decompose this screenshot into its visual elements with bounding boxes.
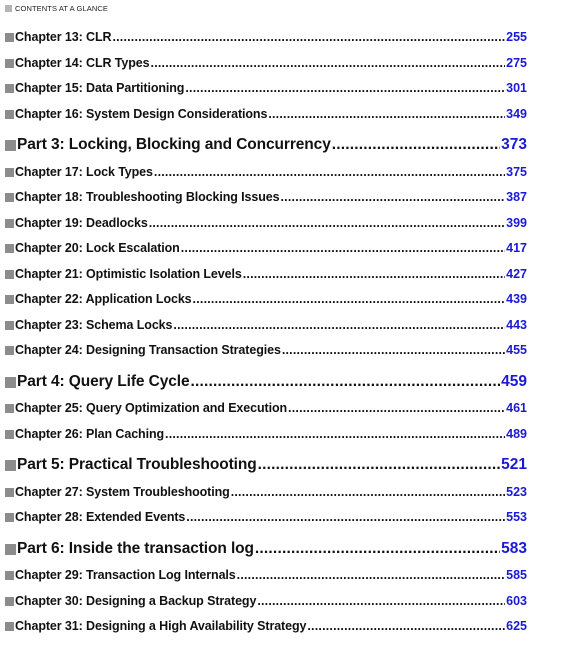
dot-leader xyxy=(193,290,506,308)
toc-entry-title: Chapter 30: Designing a Backup Strategy xyxy=(15,594,257,608)
dot-leader xyxy=(149,214,505,232)
toc-entry-title: Chapter 26: Plan Caching xyxy=(15,427,165,441)
toc-entry-chapter-22[interactable] xyxy=(5,290,527,308)
toc-entry-chapter-23[interactable] xyxy=(5,316,527,334)
toc-entry-title: Chapter 22: Application Locks xyxy=(15,292,192,306)
dot-leader xyxy=(258,454,501,476)
toc-entry-page-link[interactable]: 275 xyxy=(506,56,527,70)
toc-entry-page-link[interactable]: 603 xyxy=(506,594,527,608)
dot-leader xyxy=(190,371,500,393)
toc-entry-chapter-14[interactable] xyxy=(5,54,527,72)
toc-entry-chapter-13[interactable] xyxy=(5,28,527,46)
toc-entry-page-link[interactable]: 489 xyxy=(506,427,527,441)
dot-leader xyxy=(288,399,505,417)
square-bullet-icon xyxy=(5,597,14,606)
toc-entry-title: Chapter 29: Transaction Log Internals xyxy=(15,568,236,582)
dot-leader xyxy=(165,425,505,443)
square-bullet-icon xyxy=(5,219,14,228)
dot-leader xyxy=(281,188,506,206)
square-bullet-icon xyxy=(5,571,14,580)
square-bullet-icon xyxy=(5,140,16,151)
toc-entry-chapter-29[interactable] xyxy=(5,566,527,584)
dot-leader xyxy=(332,134,500,156)
dot-leader xyxy=(181,239,505,257)
square-bullet-icon xyxy=(5,460,16,471)
square-bullet-icon xyxy=(5,430,14,439)
toc-entry-title: Chapter 25: Query Optimization and Execution xyxy=(15,401,288,415)
dot-leader xyxy=(268,105,505,123)
toc-entry-chapter-20[interactable] xyxy=(5,239,527,257)
toc-entry-chapter-24[interactable] xyxy=(5,341,527,359)
running-header-label: CONTENTS AT A GLANCE xyxy=(15,3,108,13)
dot-leader xyxy=(186,508,505,526)
toc-entry-page-link[interactable]: 301 xyxy=(506,81,527,95)
square-bullet-icon xyxy=(5,193,14,202)
toc-entry-page-link[interactable]: 461 xyxy=(506,401,527,415)
square-bullet-icon xyxy=(5,544,16,555)
toc-entry-chapter-17[interactable] xyxy=(5,163,527,181)
toc-entry-chapter-16[interactable] xyxy=(5,105,527,123)
dot-leader xyxy=(255,538,500,560)
dot-leader xyxy=(282,341,505,359)
toc-entry-page-link[interactable]: 399 xyxy=(506,216,527,230)
square-bullet-icon xyxy=(5,488,14,497)
toc-entry-title: Part 5: Practical Troubleshooting xyxy=(17,456,257,473)
toc-entry-title: Chapter 23: Schema Locks xyxy=(15,318,173,332)
toc-entry-title: Chapter 14: CLR Types xyxy=(15,56,150,70)
toc-entry-title: Part 6: Inside the transaction log xyxy=(17,540,254,557)
dot-leader xyxy=(151,54,506,72)
toc-entry-page-link[interactable]: 373 xyxy=(501,136,527,153)
toc-entry-page-link[interactable]: 523 xyxy=(506,485,527,499)
toc-entry-chapter-31[interactable] xyxy=(5,617,527,635)
toc-entry-title: Part 4: Query Life Cycle xyxy=(17,373,190,390)
dot-leader xyxy=(231,483,505,501)
toc-entry-page-link[interactable]: 443 xyxy=(506,318,527,332)
square-bullet-icon xyxy=(5,404,14,413)
square-bullet-icon xyxy=(5,270,14,279)
toc-entry-title: Chapter 28: Extended Events xyxy=(15,510,186,524)
toc-entry-page-link[interactable]: 439 xyxy=(506,292,527,306)
toc-entry-chapter-30[interactable] xyxy=(5,592,527,610)
toc-entry-page-link[interactable]: 521 xyxy=(501,456,527,473)
toc-entry-page-link[interactable]: 455 xyxy=(506,343,527,357)
toc-entry-title: Chapter 24: Designing Transaction Strategies xyxy=(15,343,281,357)
toc-entry-chapter-21[interactable] xyxy=(5,265,527,283)
toc-entry-page-link[interactable]: 459 xyxy=(501,373,527,390)
square-bullet-icon xyxy=(5,321,14,330)
toc-entry-title: Chapter 31: Designing a High Availability Strategy xyxy=(15,619,307,633)
dot-leader xyxy=(257,592,505,610)
toc-entry-title: Chapter 15: Data Partitioning xyxy=(15,81,185,95)
toc-entry-chapter-25[interactable] xyxy=(5,399,527,417)
toc-entry-page-link[interactable]: 427 xyxy=(506,267,527,281)
running-header xyxy=(5,2,108,14)
toc-entry-page-link[interactable]: 387 xyxy=(506,190,527,204)
square-bullet-icon xyxy=(5,5,12,12)
toc-entry-part-4[interactable] xyxy=(5,371,527,393)
toc-entry-chapter-28[interactable] xyxy=(5,508,527,526)
toc-entry-chapter-15[interactable] xyxy=(5,79,527,97)
toc-entry-title: Part 3: Locking, Blocking and Concurrency xyxy=(17,136,331,153)
toc-entry-title: Chapter 27: System Troubleshooting xyxy=(15,485,230,499)
dot-leader xyxy=(173,316,505,334)
toc-entry-title: Chapter 13: CLR xyxy=(15,30,112,44)
toc-entry-title: Chapter 17: Lock Types xyxy=(15,165,153,179)
toc-entry-page-link[interactable]: 417 xyxy=(506,241,527,255)
square-bullet-icon xyxy=(5,84,14,93)
toc-entry-page-link[interactable]: 349 xyxy=(506,107,527,121)
toc-entry-page-link[interactable]: 585 xyxy=(506,568,527,582)
square-bullet-icon xyxy=(5,622,14,631)
dot-leader xyxy=(243,265,505,283)
dot-leader xyxy=(154,163,505,181)
toc-entry-page-link[interactable]: 255 xyxy=(506,30,527,44)
square-bullet-icon xyxy=(5,377,16,388)
toc-entry-page-link[interactable]: 583 xyxy=(501,540,527,557)
toc-entry-page-link[interactable]: 375 xyxy=(506,165,527,179)
toc-entry-part-5[interactable] xyxy=(5,454,527,476)
dot-leader xyxy=(307,617,505,635)
square-bullet-icon xyxy=(5,244,14,253)
toc-entry-title: Chapter 18: Troubleshooting Blocking Issues xyxy=(15,190,280,204)
toc-entry-page-link[interactable]: 553 xyxy=(506,510,527,524)
toc-entry-title: Chapter 16: System Design Considerations xyxy=(15,107,268,121)
square-bullet-icon xyxy=(5,110,14,119)
dot-leader xyxy=(237,566,505,584)
toc-entry-chapter-26[interactable] xyxy=(5,425,527,443)
toc-entry-title: Chapter 20: Lock Escalation xyxy=(15,241,180,255)
toc-entry-part-6[interactable] xyxy=(5,538,527,560)
square-bullet-icon xyxy=(5,59,14,68)
toc-entry-chapter-27[interactable] xyxy=(5,483,527,501)
square-bullet-icon xyxy=(5,33,14,42)
toc-entry-chapter-18[interactable] xyxy=(5,188,527,206)
toc-entry-page-link[interactable]: 625 xyxy=(506,619,527,633)
square-bullet-icon xyxy=(5,168,14,177)
square-bullet-icon xyxy=(5,513,14,522)
dot-leader xyxy=(185,79,505,97)
square-bullet-icon xyxy=(5,295,14,304)
toc-entry-title: Chapter 21: Optimistic Isolation Levels xyxy=(15,267,242,281)
toc-entry-chapter-19[interactable] xyxy=(5,214,527,232)
toc-entry-title: Chapter 19: Deadlocks xyxy=(15,216,148,230)
toc-entry-part-3[interactable] xyxy=(5,134,527,156)
square-bullet-icon xyxy=(5,346,14,355)
dot-leader xyxy=(112,28,505,46)
